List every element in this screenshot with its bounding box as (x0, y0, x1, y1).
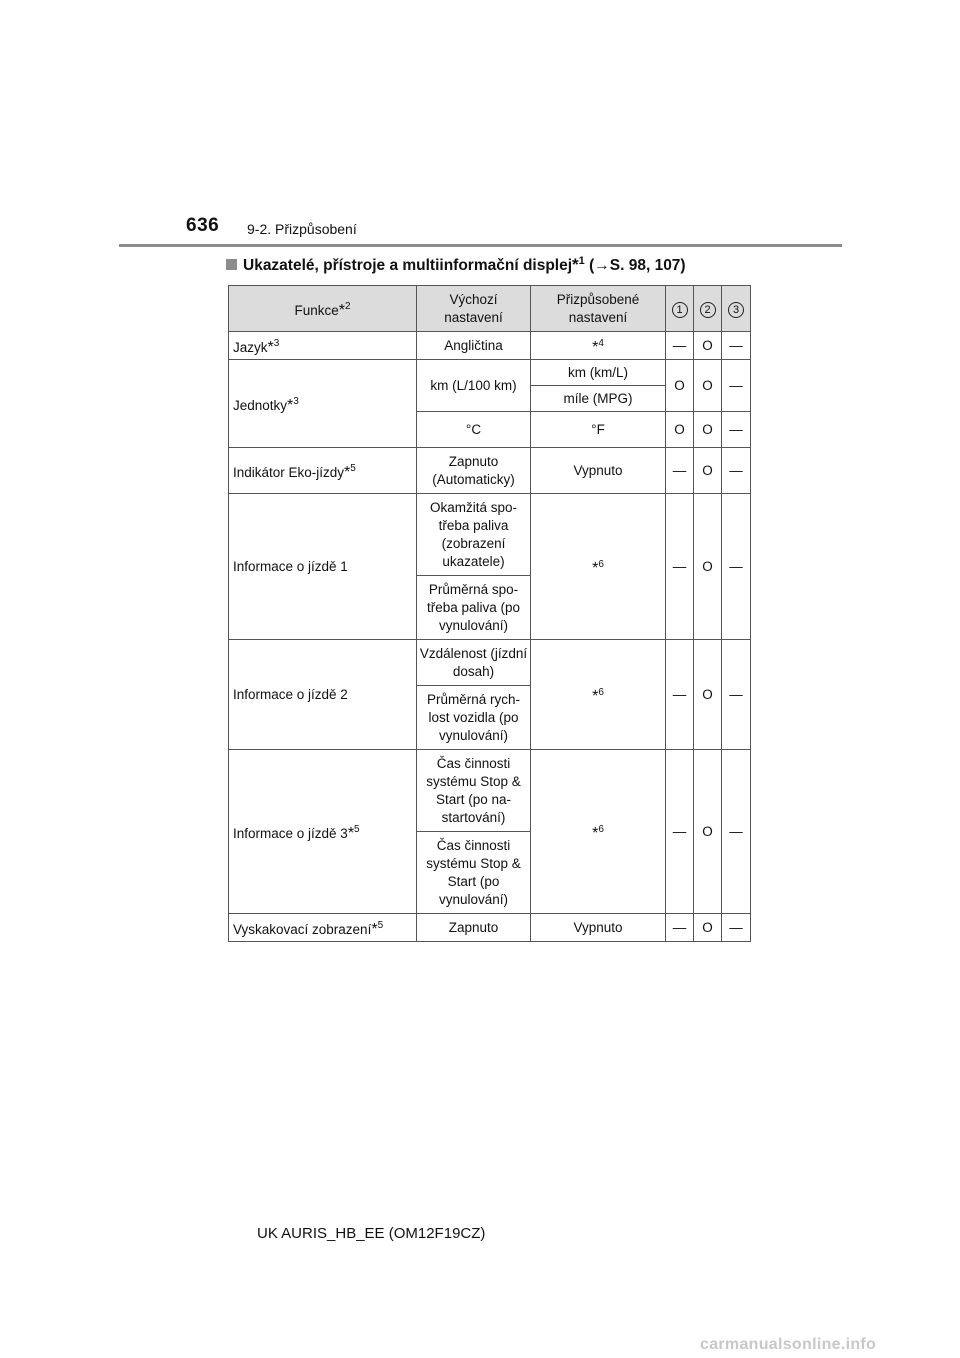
header-custom: Přizpůsobené nastavení (531, 286, 666, 332)
col3-mark: — (722, 494, 751, 640)
square-bullet-icon (226, 259, 237, 270)
table-row (229, 494, 751, 576)
table-row (229, 448, 751, 494)
custom-value: míle (MPG) (531, 386, 666, 412)
default-value: Čas činnosti systému Stop & Start (po vynulování) (417, 832, 531, 914)
col3-mark: — (722, 412, 751, 448)
row-label: Informace o jízdě 1 (229, 494, 417, 640)
col1-mark: — (666, 640, 694, 750)
table-row (229, 640, 751, 686)
row-label: Vyskakovací zobrazení*$^5$ (229, 914, 417, 942)
row-label: Informace o jízdě 2 (229, 640, 417, 750)
page-number: 636 (186, 215, 220, 236)
col2-mark: O (694, 750, 722, 914)
header-divider (119, 244, 842, 247)
row-label: Jazyk*$^3$ (229, 332, 417, 360)
header-default: Výchozí nastavení (417, 286, 531, 332)
col3-mark: — (722, 750, 751, 914)
table-row (229, 914, 751, 942)
default-value: km (L/100 km) (417, 360, 531, 412)
section-label: 9-2. Přizpůsobení (247, 221, 357, 237)
table-header-row (229, 286, 751, 332)
heading-ref-open: ( (584, 257, 595, 274)
right-arrow-icon: → (594, 257, 610, 274)
table-row (229, 750, 751, 832)
custom-value: Vypnuto (531, 914, 666, 942)
default-value: Zapnuto (417, 914, 531, 942)
col2-mark: O (694, 412, 722, 448)
custom-value: Vypnuto (531, 448, 666, 494)
default-value: Čas činnosti systému Stop & Start (po na-startování) (417, 750, 531, 832)
heading-note-number: 1 (578, 255, 585, 267)
col3-mark: — (722, 914, 751, 942)
row-label: Jednotky*$^3$ (229, 360, 417, 448)
col2-mark: O (694, 332, 722, 360)
header-col-1 (666, 286, 694, 332)
circled-3-icon: 3 (728, 302, 744, 318)
custom-value: *$^6$ (531, 640, 666, 750)
default-value: Průměrná rych-lost vozidla (po vynulování) (417, 686, 531, 750)
custom-value: km (km/L) (531, 360, 666, 386)
col1-mark: — (666, 332, 694, 360)
col1-mark: — (666, 494, 694, 640)
row-label: Informace o jízdě 3*$^5$ (229, 750, 417, 914)
col1-mark: — (666, 914, 694, 942)
heading-text: Ukazatelé, přístroje a multiinformační displej (243, 257, 573, 274)
col3-mark: — (722, 360, 751, 412)
default-value: °C (417, 412, 531, 448)
custom-value: *$^6$ (531, 494, 666, 640)
circled-2-icon: 2 (700, 302, 716, 318)
table-row (229, 360, 751, 386)
col1-mark: — (666, 750, 694, 914)
table-row (229, 332, 751, 360)
col2-mark: O (694, 448, 722, 494)
col2-mark: O (694, 640, 722, 750)
circled-1-icon: 1 (672, 302, 688, 318)
col3-mark: — (722, 640, 751, 750)
custom-value: °F (531, 412, 666, 448)
col1-mark: — (666, 448, 694, 494)
custom-value: *$^6$ (531, 750, 666, 914)
settings-table (228, 285, 751, 942)
custom-value: *$^4$ (531, 332, 666, 360)
heading-page-reference: S. 98, 107) (609, 257, 686, 274)
default-value: Zapnuto (Automaticky) (417, 448, 531, 494)
col2-mark: O (694, 494, 722, 640)
section-heading (226, 255, 686, 275)
col3-mark: — (722, 332, 751, 360)
col1-mark: O (666, 412, 694, 448)
watermark: carmanualsonline.info (700, 1336, 877, 1353)
header-col-2 (694, 286, 722, 332)
col2-mark: O (694, 914, 722, 942)
col3-mark: — (722, 448, 751, 494)
default-value: Vzdálenost (jízdní dosah) (417, 640, 531, 686)
default-value: Okamžitá spo-třeba paliva (zobrazení ukazatele) (417, 494, 531, 576)
footer-model-code: UK AURIS_HB_EE (OM12F19CZ) (257, 1225, 486, 1242)
header-funkce: Funkce*$^2$ (229, 286, 417, 332)
default-value: Průměrná spo-třeba paliva (po vynulování) (417, 576, 531, 640)
col1-mark: O (666, 360, 694, 412)
default-value: Angličtina (417, 332, 531, 360)
header-col-3 (722, 286, 751, 332)
heading-note-star: * (572, 255, 579, 274)
col2-mark: O (694, 360, 722, 412)
row-label: Indikátor Eko-jízdy*$^5$ (229, 448, 417, 494)
